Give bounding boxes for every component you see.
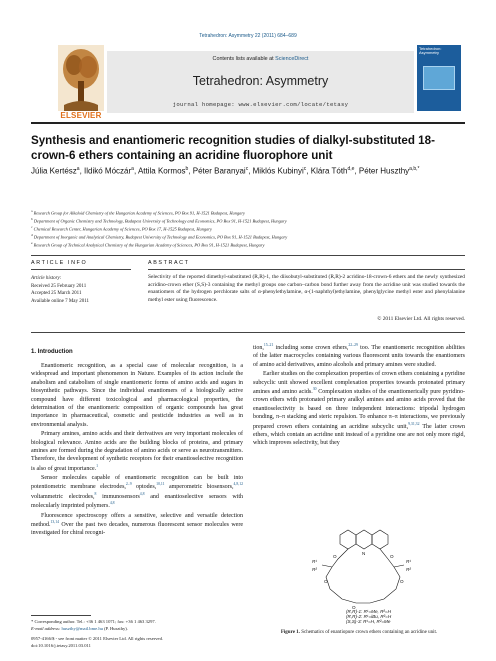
article-info-rule [31, 269, 131, 270]
left-column [31, 362, 243, 539]
substituent-label: R¹ [406, 559, 411, 564]
substituent-label: R² [406, 567, 411, 572]
citation-ref[interactable]: 13,14 [50, 520, 60, 525]
intro-paragraph-5: tion,$^{15-21}$ including some crown ethers,$^{22-29}$ too. The enantiomeric recognition abilities of the latter macrocycles containing various fluorescent units towards the enantiomers of amino acid derivatives, amino alcohols and primary amines were studied. [253, 343, 465, 368]
affiliation-list [31, 209, 465, 249]
affiliation-mark: d [31, 232, 33, 237]
article-info-heading: ARTICLE INFO [31, 260, 88, 266]
online-date: Available online 7 May 2011 [31, 298, 90, 304]
compound-label-1: (R,R)-1: R¹=Me, R²=H [346, 609, 391, 614]
abstract-bottom-rule [31, 332, 465, 333]
author-affiliation-mark: c [303, 166, 307, 172]
affiliation-text: Research Group for Alkaloid Chemistry of the Hungarian Academy of Sciences, PO Box 91, H-1521 Budapest, Hungary [33, 210, 245, 216]
abstract-rule [148, 269, 465, 270]
corresponding-author: * Corresponding author. Tel.: +36 1 463 1071; fax: +36 1 463 3297. [31, 619, 156, 624]
received-date: Received 25 February 2011 [31, 283, 87, 289]
right-column [253, 343, 465, 449]
abstract-copyright: © 2011 Elsevier Ltd. All rights reserved. [377, 316, 465, 322]
author-affiliation-mark: a,b,* [409, 166, 420, 172]
author-name[interactable]: Attila Kormos [137, 166, 186, 176]
author-list: Júlia Kertész$^a$, Ildikó Móczár$^a$, Attila Kormos$^b$, Péter Baranyai$^c$, Miklós Kubinyi$^c$, Klára Tóth$^{d,e}$, Péter Huszthy$^{a,b,*}$ [31, 166, 420, 176]
cover-title: Tetrahedron: Asymmetry [419, 46, 442, 56]
author-name[interactable]: Ildikó Móczár [84, 166, 132, 176]
citation-ref[interactable]: 15–21 [263, 343, 274, 347]
citation-ref[interactable]: 4,8,12 [233, 482, 243, 487]
journal-citation[interactable]: Tetrahedron: Asymmetry 22 (2011) 684–689 [199, 33, 297, 39]
affiliation-text: Chemical Research Center, Hungarian Academy of Sciences, PO Box 17, H-1525 Budapest, Hungary [33, 226, 212, 232]
compound-label-2: (R,R)-2: R¹=iBu, R²=H [346, 614, 392, 619]
author-name[interactable]: Miklós Kubinyi [252, 166, 304, 176]
citation-ref[interactable]: 1 [96, 463, 99, 468]
issn-line: 0957-4166/$ - see front matter © 2011 Elsevier Ltd. All rights reserved. [31, 636, 164, 642]
atom-label: O [390, 554, 394, 559]
intro-paragraph-3: Sensor molecules capable of enantiomeric recognition can be built into potentiometric membrane electrodes,$^{2-9}$ optodes,$^{10,11}$ amperometric biosensors,$^{4,8,12}$ voltammetric electrodes,$^8$ immunosensors$^{4,8}$ and enantioselective sensors with molecularly imprinted polymers.$^{4,8}$ [31, 475, 243, 510]
affiliation-mark: c [31, 224, 33, 229]
affiliation-text: Department of Inorganic and Analytical Chemistry, Budapest University of Technology and Economics, PO Box 91, H-1521 Budapest, Hungary [33, 234, 288, 240]
author-affiliation-mark: b [185, 166, 189, 172]
affiliation-mark: a [31, 209, 33, 213]
elsevier-tree-logo [58, 45, 104, 111]
figure-caption: Figure 1. Schematics of enantiopure crown ethers containing an acridine unit. [280, 630, 438, 635]
author-name[interactable]: Júlia Kertész [31, 166, 77, 176]
abstract-text: Selectivity of the reported dimethyl-substituted (R,R)-1, the diisobutyl-substituted (R,R)-2 acridino-18-crown-6 ethers and the newly synthesized acridino-crown ether (S,S)-3 containing the methyl groups one carbon–carbon bond further away from the acridine unit was studied towards the enantiomers of the hydrogen perchlorate salts of α-phenylethylamine, α-(1-naphthyl)ethylamine, phenylglycine methyl ester and phenylalanine methyl ester using fluorescence. [148, 274, 465, 304]
doi-link[interactable]: doi:10.1016/j.tetasy.2011.03.011 [31, 642, 91, 648]
citation-ref[interactable]: 8 [94, 491, 97, 496]
author-affiliation-mark: a [76, 166, 80, 172]
article-history [31, 275, 131, 305]
article-title: Synthesis and enantiomeric recognition studies of dialkyl-substituted 18-crown-6 ethers containing an acridine fluorophore unit [31, 134, 435, 162]
affiliation-text: Department of Organic Chemistry and Technology, Budapest University of Technology and Economics, PO Box 91, H-1521 Budapest, Hungary [33, 218, 287, 224]
email-line: E-mail address: huszthy@mail.bme.hu (P. Huszthy). [31, 625, 128, 631]
footnote [31, 619, 291, 650]
section-divider [31, 255, 465, 256]
substituent-label: R¹ [312, 559, 317, 564]
author-name[interactable]: Péter Huszthy [358, 166, 410, 176]
affiliation-item [31, 233, 465, 241]
intro-paragraph-4: Fluorescence spectroscopy offers a sensitive, selective and versatile detection method.$^{13,14}$ Over the past two decades, numerous fluorescent sensor molecules were investigated for chiral recogni- [31, 512, 243, 537]
citation-ref[interactable]: 2–9 [125, 482, 132, 487]
affiliation-item [31, 241, 465, 249]
affiliation-item [31, 225, 465, 233]
contents-line: Contents lists available at ScienceDirect [212, 56, 309, 62]
publisher-wordmark: ELSEVIER [60, 111, 102, 120]
author-name[interactable]: Péter Baranyai [192, 166, 246, 176]
atom-label: N [362, 551, 366, 556]
footnote-rule [31, 615, 91, 616]
intro-heading: 1. Introduction [31, 349, 73, 355]
affiliation-mark: b [31, 216, 33, 221]
intro-paragraph-2: Primary amines, amino acids and their derivatives are very important molecules of biological relevance. Amino acids are the building blocks of proteins, and primary amines are formed during the degradation of amino acids or serve as neurotransmitters. Therefore, the development of synthetic receptors for their enantioselective recognition is also of great importance.$^1$ [31, 431, 243, 472]
cover-art [423, 66, 455, 90]
author-name[interactable]: Klára Tóth [310, 166, 348, 176]
header-rule [31, 122, 465, 124]
journal-homepage[interactable]: journal homepage: www.elsevier.com/locate/tetasy [172, 101, 349, 108]
crown-ether-structure [300, 525, 430, 625]
citation-ref[interactable]: 30 [312, 386, 317, 391]
citation-ref[interactable]: 4,8 [139, 491, 145, 496]
email-link[interactable]: huszthy@mail.bme.hu [61, 625, 103, 631]
affiliation-item [31, 217, 465, 225]
compound-label-3: (S,S)-3: R¹=H, R²=Me [346, 619, 391, 624]
atom-label: O [333, 554, 337, 559]
author-affiliation-mark: c [245, 166, 249, 172]
citation-ref[interactable]: 9,31,32 [408, 421, 420, 426]
citation-ref[interactable]: 22–29 [348, 343, 358, 347]
sciencedirect-link[interactable]: ScienceDirect [275, 56, 309, 62]
intro-paragraph-6: Earlier studies on the complexation properties of crown ethers containing a pyridine subcyclic unit showed excellent complexation properties towards protonated primary amines and amino acids.$^{30}$ Complexation studies of the enantiomerically pure pyridino-crown ethers with protonated primary aralkyl amines and amino acids proved that the enantioselectivity is based on three independent interactions: tripodal hydrogen bonding, π–π stacking and steric repulsion. To enhance π–π interactions, we previously prepared crown ethers containing an acridine subcyclic unit,$^{9,31,32}$ The latter crown ethers, which contain an acridine unit instead of a pyridine one are not only more rigid, which improves selectivity, but they [253, 371, 465, 447]
affiliation-text: Research Group of Technical Analytical Chemistry of the Hungarian Academy of Sciences, PO Box 91, H-1521 Budapest, Hungary [33, 242, 265, 248]
affiliation-item [31, 209, 465, 217]
history-label: Article history: [31, 276, 62, 281]
abstract-heading: ABSTRACT [148, 260, 190, 266]
atom-label: O [400, 579, 404, 584]
atom-label: O [324, 579, 328, 584]
journal-title: Tetrahedron: Asymmetry [192, 74, 329, 88]
atom-label: O [352, 605, 356, 610]
author-affiliation-mark: d,e [347, 166, 355, 172]
citation-ref[interactable]: 4,8 [109, 501, 115, 506]
affiliation-mark: e [31, 240, 33, 245]
substituent-label: R² [312, 567, 317, 572]
author-affiliation-mark: a [131, 166, 134, 172]
intro-paragraph-1: Enantiomeric recognition, as a special case of molecular recognition, is a widespread and important phenomenon in Nature. Examples of its action include the anabolism and catabolism of single enantiomeric forms of amino acids and sugars in biosynthetic pathways. Since the individual enantiomers of a biologically active compound have different toxicological and pharmacological properties, the determination of the enantiomeric composition of organic compounds has great importance in pharmaceutical, cosmetic and pesticide industries as well as in environmental analysis. [31, 363, 243, 428]
citation-ref[interactable]: 10,11 [156, 482, 165, 487]
accepted-date: Accepted 25 March 2011 [31, 291, 82, 296]
